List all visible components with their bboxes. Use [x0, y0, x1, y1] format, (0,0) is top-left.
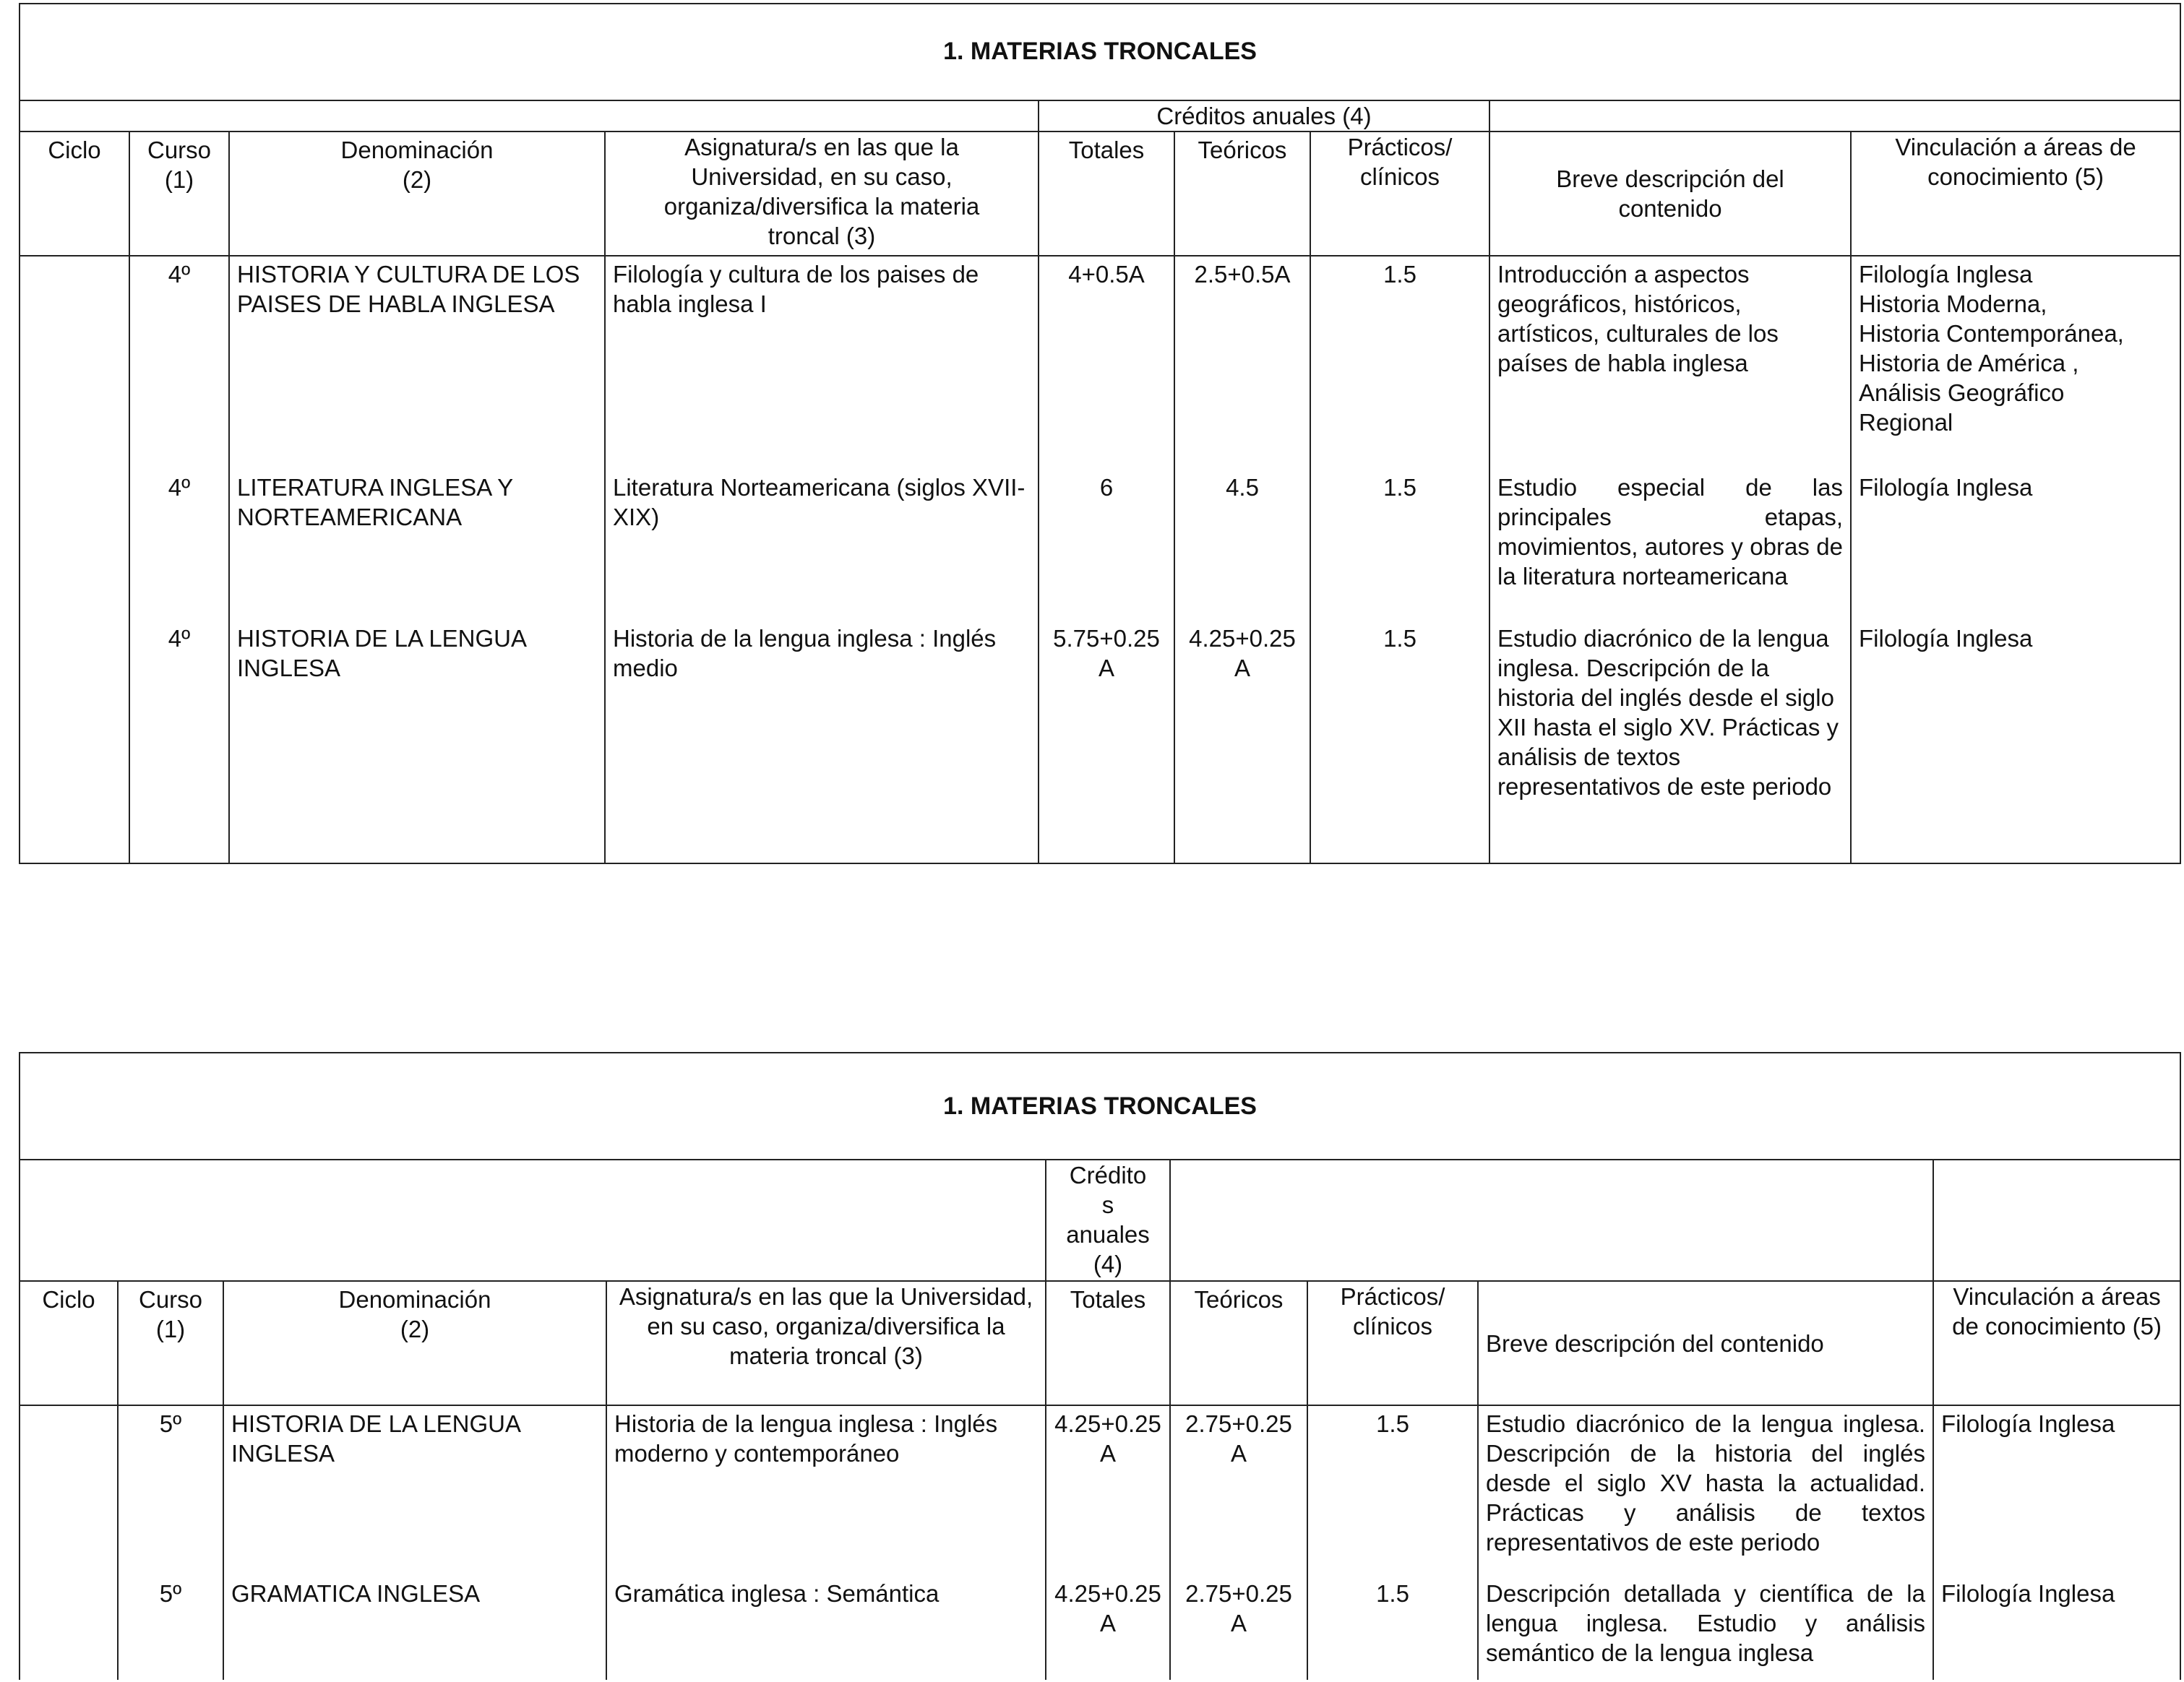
table-row — [20, 256, 2180, 470]
cell-totales: 6 — [1039, 470, 1174, 621]
cell-denominacion: HISTORIA DE LA LENGUA INGLESA — [223, 1405, 606, 1576]
spacer-cell — [20, 1160, 1046, 1281]
cell-teoricos: 4.25+0.25 A — [1174, 621, 1310, 863]
spacer-cell — [1170, 1160, 1933, 1281]
materias-troncales-table-2 — [19, 1052, 2181, 1680]
cell-totales: 4.25+0.25 A — [1046, 1576, 1170, 1680]
cell-denominacion: GRAMATICA INGLESA — [223, 1576, 606, 1680]
cell-vinculacion: Filología Inglesa — [1851, 621, 2180, 863]
col-header-denominacion: Denominación (2) — [229, 131, 605, 256]
cell-practicos: 1.5 — [1310, 256, 1489, 470]
spacer-cell — [1489, 100, 2180, 132]
table-title: 1. MATERIAS TRONCALES — [20, 4, 2180, 100]
col-header-teoricos: Teóricos — [1174, 131, 1310, 256]
creditos-anuales-header: Crédito s anuales (4) — [1046, 1160, 1170, 1281]
cell-ciclo — [20, 621, 129, 863]
cell-asignatura: Gramática inglesa : Semántica — [606, 1576, 1046, 1680]
table-row — [20, 470, 2180, 621]
col-header-denominacion: Denominación (2) — [223, 1281, 606, 1405]
cell-asignatura: Historia de la lengua inglesa : Inglés moderno y contemporáneo — [606, 1405, 1046, 1576]
col-header-totales: Totales — [1039, 131, 1174, 256]
materias-troncales-table-1 — [19, 3, 2181, 864]
col-header-totales: Totales — [1046, 1281, 1170, 1405]
cell-practicos: 1.5 — [1310, 470, 1489, 621]
cell-teoricos: 4.5 — [1174, 470, 1310, 621]
cell-asignatura: Literatura Norteamericana (siglos XVII-XIX) — [605, 470, 1039, 621]
cell-denominacion: LITERATURA INGLESA Y NORTEAMERICANA — [229, 470, 605, 621]
table-row — [20, 621, 2180, 863]
cell-teoricos: 2.5+0.5A — [1174, 256, 1310, 470]
cell-descripcion: Introducción a aspectos geográficos, históricos, artísticos, culturales de los países de habla inglesa — [1489, 256, 1851, 470]
col-header-curso: Curso (1) — [118, 1281, 223, 1405]
cell-asignatura: Filología y cultura de los paises de habla inglesa I — [605, 256, 1039, 470]
col-header-vinculacion: Vinculación a áreas de conocimiento (5) — [1851, 131, 2180, 256]
cell-ciclo — [20, 470, 129, 621]
cell-curso: 5º — [118, 1576, 223, 1680]
cell-descripcion: Estudio especial de las principales etapas, movimientos, autores y obras de la literatura norteamericana — [1489, 470, 1851, 621]
cell-denominacion: HISTORIA Y CULTURA DE LOS PAISES DE HABLA INGLESA — [229, 256, 605, 470]
cell-vinculacion: Filología Inglesa Historia Moderna, Historia Contemporánea, Historia de América , Análisis Geográfico Regional — [1851, 256, 2180, 470]
spacer-cell — [20, 100, 1039, 132]
cell-practicos: 1.5 — [1307, 1405, 1478, 1576]
cell-descripcion: Estudio diacrónico de la lengua inglesa. Descripción de la historia del inglés desde el siglo XV hasta la actualidad. Prácticas y análisis de textos representativos de este periodo — [1478, 1405, 1933, 1576]
col-header-descripcion: Breve descripción del contenido — [1478, 1281, 1933, 1405]
table-row — [20, 1405, 2180, 1576]
cell-teoricos: 2.75+0.25 A — [1170, 1405, 1307, 1576]
cell-teoricos: 2.75+0.25 A — [1170, 1576, 1307, 1680]
creditos-anuales-header: Créditos anuales (4) — [1039, 100, 1489, 132]
col-header-asignatura: Asignatura/s en las que la Universidad, en su caso, organiza/diversifica la materia troncal (3) — [605, 131, 1039, 256]
cell-curso: 4º — [129, 256, 229, 470]
cell-curso: 4º — [129, 621, 229, 863]
cell-ciclo — [20, 256, 129, 470]
cell-vinculacion: Filología Inglesa — [1851, 470, 2180, 621]
cell-practicos: 1.5 — [1307, 1576, 1478, 1680]
cell-ciclo — [20, 1576, 118, 1680]
col-header-ciclo: Ciclo — [20, 1281, 118, 1405]
col-header-practicos: Prácticos/ clínicos — [1310, 131, 1489, 256]
cell-totales: 5.75+0.25 A — [1039, 621, 1174, 863]
col-header-teoricos: Teóricos — [1170, 1281, 1307, 1405]
cell-totales: 4+0.5A — [1039, 256, 1174, 470]
cell-vinculacion: Filología Inglesa — [1933, 1405, 2180, 1576]
cell-practicos: 1.5 — [1310, 621, 1489, 863]
col-header-curso: Curso (1) — [129, 131, 229, 256]
spacer-cell — [1933, 1160, 2180, 1281]
table-row — [20, 1576, 2180, 1680]
col-header-vinculacion: Vinculación a áreas de conocimiento (5) — [1933, 1281, 2180, 1405]
cell-curso: 4º — [129, 470, 229, 621]
table-title: 1. MATERIAS TRONCALES — [20, 1053, 2180, 1160]
col-header-ciclo: Ciclo — [20, 131, 129, 256]
cell-curso: 5º — [118, 1405, 223, 1576]
cell-denominacion: HISTORIA DE LA LENGUA INGLESA — [229, 621, 605, 863]
cell-vinculacion: Filología Inglesa — [1933, 1576, 2180, 1680]
cell-ciclo — [20, 1405, 118, 1576]
cell-descripcion: Estudio diacrónico de la lengua inglesa. Descripción de la historia del inglés desde el siglo XII hasta el siglo XV. Prácticas y análisis de textos representativos de este periodo — [1489, 621, 1851, 863]
cell-descripcion: Descripción detallada y científica de la lengua inglesa. Estudio y análisis semántico de la lengua inglesa — [1478, 1576, 1933, 1680]
col-header-practicos: Prácticos/ clínicos — [1307, 1281, 1478, 1405]
cell-asignatura: Historia de la lengua inglesa : Inglés medio — [605, 621, 1039, 863]
cell-totales: 4.25+0.25 A — [1046, 1405, 1170, 1576]
col-header-descripcion: Breve descripción del contenido — [1489, 131, 1851, 256]
col-header-asignatura: Asignatura/s en las que la Universidad, en su caso, organiza/diversifica la materia troncal (3) — [606, 1281, 1046, 1405]
